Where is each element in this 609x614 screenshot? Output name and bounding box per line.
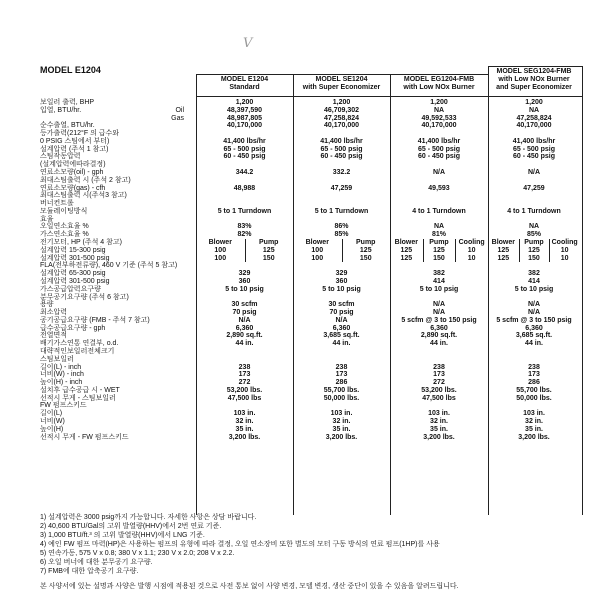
row-label: 연료소모량(gas) - cfh <box>40 184 106 192</box>
row-value: 3,200 lbs. <box>423 433 455 441</box>
motor-value: 125 <box>359 246 372 254</box>
row-label: 등가출력(212°F 의 급수와 <box>40 130 120 138</box>
row-value: 49,593 <box>428 184 450 192</box>
row-value: 49,592,533 <box>421 114 457 122</box>
motor-value: Pump <box>356 239 376 247</box>
row-label: 가스공급압력요구량 <box>40 285 101 293</box>
motor-value: 100 <box>311 246 324 254</box>
motor-value: Cooling <box>458 239 485 247</box>
row-label: 전기모터, HP (주석 4 참고) <box>40 239 122 247</box>
row-value: 65 - 500 psig <box>320 145 363 153</box>
row-value: 65 - 500 psig <box>417 145 461 153</box>
row-value: 3,685 sq.ft. <box>515 332 553 340</box>
row-label: 순수출열, BTU/hr. <box>40 122 95 130</box>
row-value: 3,685 sq.ft. <box>323 332 360 340</box>
row-value: 70 psig <box>232 309 257 317</box>
motor-value: 100 <box>214 246 227 254</box>
row-value: 65 - 500 psig <box>223 145 266 153</box>
row-label: 길이(L) <box>40 410 63 418</box>
header-top-rule-4 <box>488 66 582 67</box>
row-label: 공기공급요구량 (FMB - 주석 7 참고) <box>40 316 150 324</box>
row-value: 5 to 10 psig <box>514 285 554 293</box>
row-value: 60 - 450 psig <box>512 153 556 161</box>
row-value: 272 <box>433 379 445 387</box>
motor-value: Blower <box>305 239 329 247</box>
motor-value: 150 <box>528 254 540 262</box>
row-label: 너비(W) <box>40 417 65 425</box>
row-value: N/A <box>432 169 446 177</box>
motor-value: 125 <box>400 254 413 262</box>
footnote: 7) FMB에 대한 압축공기 요구량. <box>40 568 139 575</box>
row-value: 46,709,302 <box>323 106 360 114</box>
row-value: 382 <box>433 270 445 278</box>
footnote: 5) 연속가동, 575 V x 0.8; 380 V x 1.1; 230 V x 2.0; 208 V x 2.2. <box>40 550 235 557</box>
motor-value: 150 <box>262 254 275 262</box>
row-value: 3,200 lbs. <box>325 433 358 441</box>
row-value: 83% <box>237 223 252 231</box>
row-value: 48,988 <box>233 184 256 192</box>
row-label: 보일러 출력, BHP <box>40 99 95 106</box>
row-value: 360 <box>335 277 348 285</box>
motor-value: Blower <box>491 239 515 247</box>
row-value: 382 <box>528 270 540 278</box>
row-value: NA <box>433 223 445 231</box>
row-label: 길이(L) - inch <box>40 363 82 371</box>
row-label: 너비(W) - inch <box>40 371 84 379</box>
row-value: 286 <box>528 379 540 387</box>
row-label: 0 PSIG 스팀에서 부터) <box>40 137 110 145</box>
row-label: 입열, BTU/hr. <box>40 106 82 114</box>
row-value: 6,360 <box>235 324 254 332</box>
row-value: NA <box>433 106 445 114</box>
row-value: 41,400 lbs/hr <box>417 137 461 145</box>
row-value: 65 - 500 psig <box>512 145 556 153</box>
row-value: 44 in. <box>525 340 543 348</box>
row-label: 버너컨트롤 <box>40 200 74 208</box>
row-value: N/A <box>527 309 541 317</box>
motor-value: Blower <box>394 239 418 247</box>
row-value: 44 in. <box>332 340 351 348</box>
row-label: 설계압력 65-300 psig <box>40 270 106 278</box>
row-label: 설계압력 15-300 psig <box>40 246 106 254</box>
handwritten-mark: V <box>243 36 253 51</box>
model-header-line: with Low NOx Burner <box>498 76 570 83</box>
column-divider <box>582 66 583 515</box>
row-value: 272 <box>238 379 251 387</box>
row-value: 173 <box>335 371 348 379</box>
model-header-line: Standard <box>229 84 260 91</box>
row-value: 35 in. <box>430 425 448 433</box>
row-value: 103 in. <box>330 410 353 418</box>
row-value: 44 in. <box>235 340 254 348</box>
row-label: 설계압력 301-500 psig <box>40 254 110 262</box>
row-label: 대략적인보일러전체크기 <box>40 347 115 355</box>
row-value: 50,000 lbs. <box>323 394 360 402</box>
motor-value: Cooling <box>551 239 578 247</box>
row-value: 238 <box>433 363 445 371</box>
row-value: 47,258,824 <box>516 114 552 122</box>
row-value: 47,258,824 <box>323 114 360 122</box>
row-value: 47,259 <box>330 184 353 192</box>
motor-value: 10 <box>560 246 569 254</box>
model-header-1 <box>196 74 293 96</box>
row-value: 103 in. <box>428 410 450 418</box>
row-value: 53,200 lbs. <box>226 386 263 394</box>
row-value: 1,200 <box>235 99 254 106</box>
row-value: 53,200 lbs. <box>421 386 457 394</box>
row-value: N/A <box>432 309 446 317</box>
row-label: 분무공기요구량 (주석 6 참고) <box>40 293 129 301</box>
row-label: 배기가스연통 연결부, o.d. <box>40 340 119 348</box>
motor-value: 125 <box>262 246 275 254</box>
row-value: 44 in. <box>430 340 448 348</box>
row-value: 238 <box>528 363 540 371</box>
row-value: 48,397,590 <box>226 106 263 114</box>
row-label: FLA(전부하전류량), 460 V 기준 (주석 5 참고) <box>40 262 178 270</box>
row-value: 103 in. <box>233 410 256 418</box>
row-label: 가스연소효율 % <box>40 231 89 239</box>
footnote: 3) 1,000 BTU/ft.³ 의 고위 발열량(HHV)에서 LNG 기준. <box>40 532 205 539</box>
row-value: 6,360 <box>430 324 448 332</box>
motor-value: 125 <box>497 254 510 262</box>
row-value: 70 psig <box>329 309 354 317</box>
row-value: 86% <box>334 223 349 231</box>
model-header-line: and Super Economizer <box>496 84 572 91</box>
row-value: 35 in. <box>235 425 254 433</box>
row-sublabel: Oil <box>175 106 184 114</box>
row-label: 최대스팀출력 시(주석3 참고) <box>40 192 127 200</box>
row-value: 6,360 <box>525 324 543 332</box>
row-value: 60 - 450 psig <box>320 153 363 161</box>
row-value: 85% <box>334 231 349 239</box>
document-title: MODEL E1204 <box>40 65 101 75</box>
row-value: 35 in. <box>525 425 543 433</box>
row-value: 32 in. <box>525 417 543 425</box>
row-value: 4 to 1 Turndown <box>412 207 466 215</box>
model-header-line: with Low NOx Burner <box>403 84 475 91</box>
row-value: 47,500 lbs <box>227 394 262 402</box>
row-value: 1,200 <box>332 99 351 106</box>
row-label: 높이(H) - inch <box>40 379 83 387</box>
row-value: 4 to 1 Turndown <box>507 207 561 215</box>
footnote: 6) 오일 버너에 대한 분무공기 요구량. <box>40 559 153 566</box>
row-value: 35 in. <box>332 425 351 433</box>
row-sublabel: Gas <box>171 114 184 122</box>
row-value: 5 to 10 psig <box>419 285 459 293</box>
row-value: 6,360 <box>332 324 351 332</box>
row-label: 선적시 무게 - 스팀보일러 <box>40 394 116 402</box>
model-header-2 <box>293 74 390 96</box>
row-value: 40,170,000 <box>323 122 360 130</box>
row-value: 82% <box>237 231 252 239</box>
row-value: 238 <box>238 363 251 371</box>
row-value: 2,890 sq.ft. <box>420 332 458 340</box>
row-value: N/A <box>335 316 348 324</box>
row-value: 1,200 <box>430 99 448 106</box>
model-header-line: MODEL SE1204 <box>315 76 368 83</box>
motor-value: 150 <box>433 254 445 262</box>
motor-value: Pump <box>259 239 279 247</box>
row-value: 30 scfm <box>231 301 258 309</box>
row-label: 급수공급요구량 - gph <box>40 324 106 332</box>
row-value: NA <box>528 223 540 231</box>
model-header-line: with Super Economizer <box>302 84 381 91</box>
footnote: 본 사양서에 있는 설명과 사양은 발행 시점에 적용된 것으로 사전 통보 없이 사양 변경, 모델 변경, 생산 중단이 있을 수 있음을 알려드립니다. <box>40 583 459 590</box>
row-value: 103 in. <box>523 410 545 418</box>
row-value: 5 to 1 Turndown <box>217 207 272 215</box>
motor-value: 125 <box>433 246 445 254</box>
row-label: 용량 <box>40 301 54 309</box>
footnote: 4) 예인 FW 펌프 마력(HP)은 사용하는 펌프의 유형에 따라 결정, 오일 연소장비 또한 별도의 모터 구동 방식의 연료 펌프(1HP)를 사용 <box>40 541 440 548</box>
row-value: 332.2 <box>332 169 351 177</box>
row-value: 32 in. <box>235 417 254 425</box>
row-label: 연료소모량(oil) - gph <box>40 169 104 177</box>
row-label: 전열면적 <box>40 332 68 340</box>
row-label: 오일연소효율 % <box>40 223 89 231</box>
row-value: 5 to 1 Turndown <box>314 207 369 215</box>
row-value: 40,170,000 <box>516 122 552 130</box>
row-label: (설계압력에따라결정) <box>40 161 106 169</box>
row-value: 173 <box>238 371 251 379</box>
motor-value: 150 <box>359 254 372 262</box>
motor-value: Blower <box>208 239 232 247</box>
row-value: 32 in. <box>332 417 351 425</box>
row-value: 55,700 lbs. <box>516 386 552 394</box>
row-value: N/A <box>527 301 541 309</box>
header-top-rule <box>196 74 488 75</box>
motor-value: 100 <box>311 254 324 262</box>
row-value: 41,400 lbs/hr <box>320 137 363 145</box>
row-value: 3,200 lbs. <box>228 433 261 441</box>
row-value: 5 scfm @ 3 to 150 psig <box>401 316 477 324</box>
row-value: 360 <box>238 277 251 285</box>
row-value: 173 <box>528 371 540 379</box>
row-label: 스팀작동압력 <box>40 153 81 161</box>
model-header-4 <box>488 66 580 96</box>
row-value: 60 - 450 psig <box>223 153 266 161</box>
row-value: 414 <box>528 277 540 285</box>
model-header-line: MODEL E1204 <box>220 76 269 83</box>
row-value: 50,000 lbs. <box>516 394 552 402</box>
row-value: 286 <box>335 379 348 387</box>
row-value: 41,400 lbs/hr <box>223 137 266 145</box>
row-label: 설계압력 301-500 psig <box>40 277 110 285</box>
row-value: 329 <box>238 270 251 278</box>
footnote: 2) 40,600 BTU/Gal의 고위 발열량(HHV)에서 2번 연료 기준. <box>40 523 222 530</box>
row-value: 5 scfm @ 3 to 150 psig <box>496 316 572 324</box>
row-value: 30 scfm <box>328 301 355 309</box>
model-header-3 <box>390 74 488 96</box>
motor-value: 10 <box>467 254 476 262</box>
row-label: 최소압력 <box>40 309 68 317</box>
row-value: 81% <box>431 231 446 239</box>
row-value: 1,200 <box>525 99 543 106</box>
motor-value: 10 <box>560 254 569 262</box>
motor-value: 10 <box>467 246 476 254</box>
row-value: 5 to 10 psig <box>225 285 264 293</box>
row-value: 344.2 <box>235 169 254 177</box>
row-value: NA <box>528 106 540 114</box>
row-value: 2,890 sq.ft. <box>226 332 263 340</box>
header-rule <box>196 96 582 97</box>
row-value: 238 <box>335 363 348 371</box>
row-value: 48,987,805 <box>226 114 263 122</box>
model-header-line: MODEL EG1204-FMB <box>403 76 475 83</box>
row-value: 47,259 <box>523 184 545 192</box>
motor-value: 125 <box>400 246 413 254</box>
motor-value: Pump <box>524 239 544 247</box>
row-value: 55,700 lbs. <box>323 386 360 394</box>
row-value: N/A <box>432 301 446 309</box>
row-label: 설치후 급수공급 시 - WET <box>40 386 120 394</box>
row-value: N/A <box>527 169 541 177</box>
row-label: 스팀보일러 <box>40 355 74 363</box>
row-label: 설계압력 (주석 1 참고) <box>40 145 109 153</box>
row-label: 효율 <box>40 215 54 223</box>
row-value: N/A <box>238 316 251 324</box>
row-value: 41,400 lbs/hr <box>512 137 556 145</box>
row-label: FW 펌프스키드 <box>40 402 87 410</box>
row-value: 32 in. <box>430 417 448 425</box>
row-value: 85% <box>526 231 541 239</box>
motor-value: 125 <box>528 246 540 254</box>
row-value: 60 - 450 psig <box>417 153 461 161</box>
row-value: 329 <box>335 270 348 278</box>
row-label: 선적시 무게 - FW 펌프스키드 <box>40 433 129 441</box>
row-value: 40,170,000 <box>226 122 263 130</box>
footnote: 1) 설계압력은 3000 psig까지 가능합니다. 자세한 사항은 상담 바랍니다. <box>40 514 257 521</box>
row-value: 414 <box>433 277 445 285</box>
row-value: 5 to 10 psig <box>322 285 361 293</box>
motor-value: Pump <box>429 239 449 247</box>
row-label: 높이(H) <box>40 425 64 433</box>
row-value: 3,200 lbs. <box>518 433 550 441</box>
row-value: 47,500 lbs <box>422 394 456 402</box>
row-label: 모듈레이팅방식 <box>40 207 88 215</box>
motor-value: 125 <box>497 246 510 254</box>
row-value: 173 <box>433 371 445 379</box>
model-header-line: MODEL SEG1204-FMB <box>496 68 572 75</box>
row-label: 최대스팀출력 시 (주석 2 참고) <box>40 176 131 184</box>
motor-value: 100 <box>214 254 227 262</box>
row-value: 40,170,000 <box>421 122 457 130</box>
